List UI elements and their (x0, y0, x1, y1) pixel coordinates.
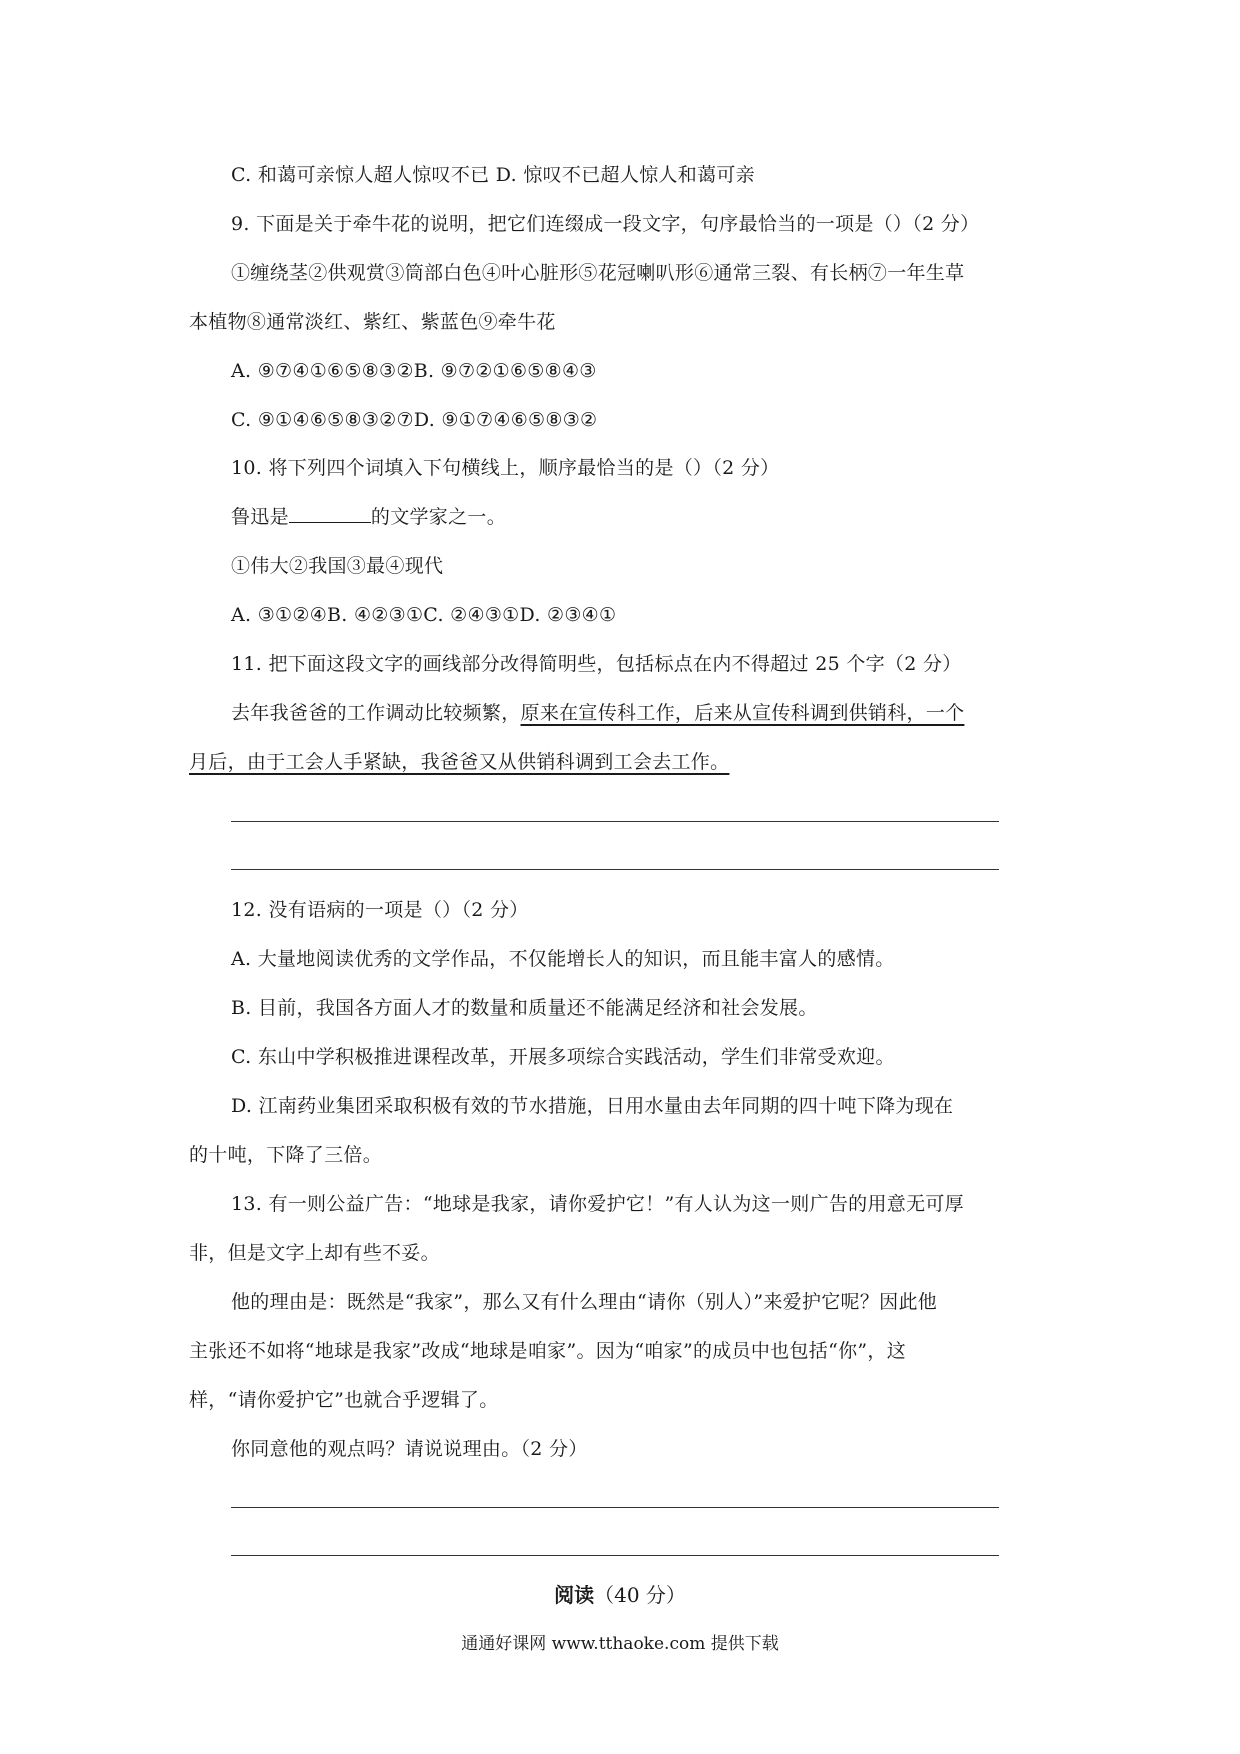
fill-blank (289, 504, 371, 523)
q9-option-cd: C. ⑨①④⑥⑤⑧③②⑦D. ⑨①⑦④⑥⑤⑧③② (231, 409, 598, 431)
q11-underlined-part1: 原来在宣传科工作，后来从宣传科调到供销科，一个 (520, 702, 965, 724)
q11-passage-line1 (231, 700, 964, 726)
q11-question: 11. 把下面这段文字的画线部分改得简明些，包括标点在内不得超过 25 个字（2 分） (231, 653, 962, 675)
q13-reason-line3: 样，“请你爱护它”也就合乎逻辑了。 (189, 1389, 499, 1411)
q13-answer-line-2[interactable] (231, 1555, 999, 1556)
q12-option-b: B. 目前，我国各方面人才的数量和质量还不能满足经济和社会发展。 (231, 997, 818, 1019)
q10-sentence (231, 504, 506, 530)
section-title: 阅读 (554, 1583, 595, 1607)
q11-underlined-part2: 月后，由于工会人手紧缺，我爸爸又从供销科调到工会去工作。 (189, 751, 730, 773)
q9-question: 9. 下面是关于牵牛花的说明，把它们连缀成一段文字，句序最恰当的一项是（）（2 分） (231, 213, 980, 235)
footer-source: 通通好课网 www.tthaoke.com 提供下载 (461, 1634, 779, 1654)
q13-question: 13. 有一则公益广告：“地球是我家，请你爱护它！”有人认为这一则广告的用意无可厚 (231, 1193, 964, 1215)
q13-reason-line1: 他的理由是：既然是“我家”，那么又有什么理由“请你（别人）”来爱护它呢？因此他 (231, 1291, 938, 1313)
q8-option-cd: C. 和蔼可亲惊人超人惊叹不已 D. 惊叹不已超人惊人和蔼可亲 (231, 164, 755, 186)
q12-option-d-cont: 的十吨，下降了三倍。 (189, 1144, 383, 1166)
section-heading (0, 1582, 1240, 1608)
q12-option-d: D. 江南药业集团采取积极有效的节水措施，日用水量由去年同期的四十吨下降为现在 (231, 1095, 954, 1117)
q13-question-cont: 非，但是文字上却有些不妥。 (189, 1242, 440, 1264)
q11-answer-line-2[interactable] (231, 869, 999, 870)
q12-option-c: C. 东山中学积极推进课程改革，开展多项综合实践活动，学生们非常受欢迎。 (231, 1046, 895, 1068)
q13-prompt: 你同意他的观点吗？请说说理由。（2 分） (231, 1438, 588, 1460)
q11-passage-plain: 去年我爸爸的工作调动比较频繁， (231, 702, 521, 724)
q11-answer-line-1[interactable] (231, 821, 999, 822)
q10-words: ①伟大②我国③最④现代 (231, 555, 444, 577)
q9-option-ab: A. ⑨⑦④①⑥⑤⑧③②B. ⑨⑦②①⑥⑤⑧④③ (231, 360, 597, 382)
q12-option-a: A. 大量地阅读优秀的文学作品，不仅能增长人的知识，而且能丰富人的感情。 (231, 948, 895, 970)
q10-question: 10. 将下列四个词填入下句横线上，顺序最恰当的是（）（2 分） (231, 457, 780, 479)
q13-answer-line-1[interactable] (231, 1507, 999, 1508)
q10-sentence-end: 的文学家之一。 (370, 506, 507, 528)
q10-sentence-start: 鲁迅是 (231, 506, 289, 528)
q9-items-line2: 本植物⑧通常淡红、紫红、紫蓝色⑨牵牛花 (189, 311, 556, 333)
q9-items-line1: ①缠绕茎②供观赏③筒部白色④叶心脏形⑤花冠喇叭形⑥通常三裂、有长柄⑦一年生草 (231, 262, 965, 284)
section-score: （40 分） (594, 1583, 686, 1607)
q12-question: 12. 没有语病的一项是（）（2 分） (231, 899, 529, 921)
q10-options: A. ③①②④B. ④②③①C. ②④③①D. ②③④① (231, 604, 617, 626)
q13-reason-line2: 主张还不如将“地球是我家”改成“地球是咱家”。因为“咱家”的成员中也包括“你”，这 (189, 1340, 907, 1362)
q11-passage-line2 (189, 749, 729, 775)
